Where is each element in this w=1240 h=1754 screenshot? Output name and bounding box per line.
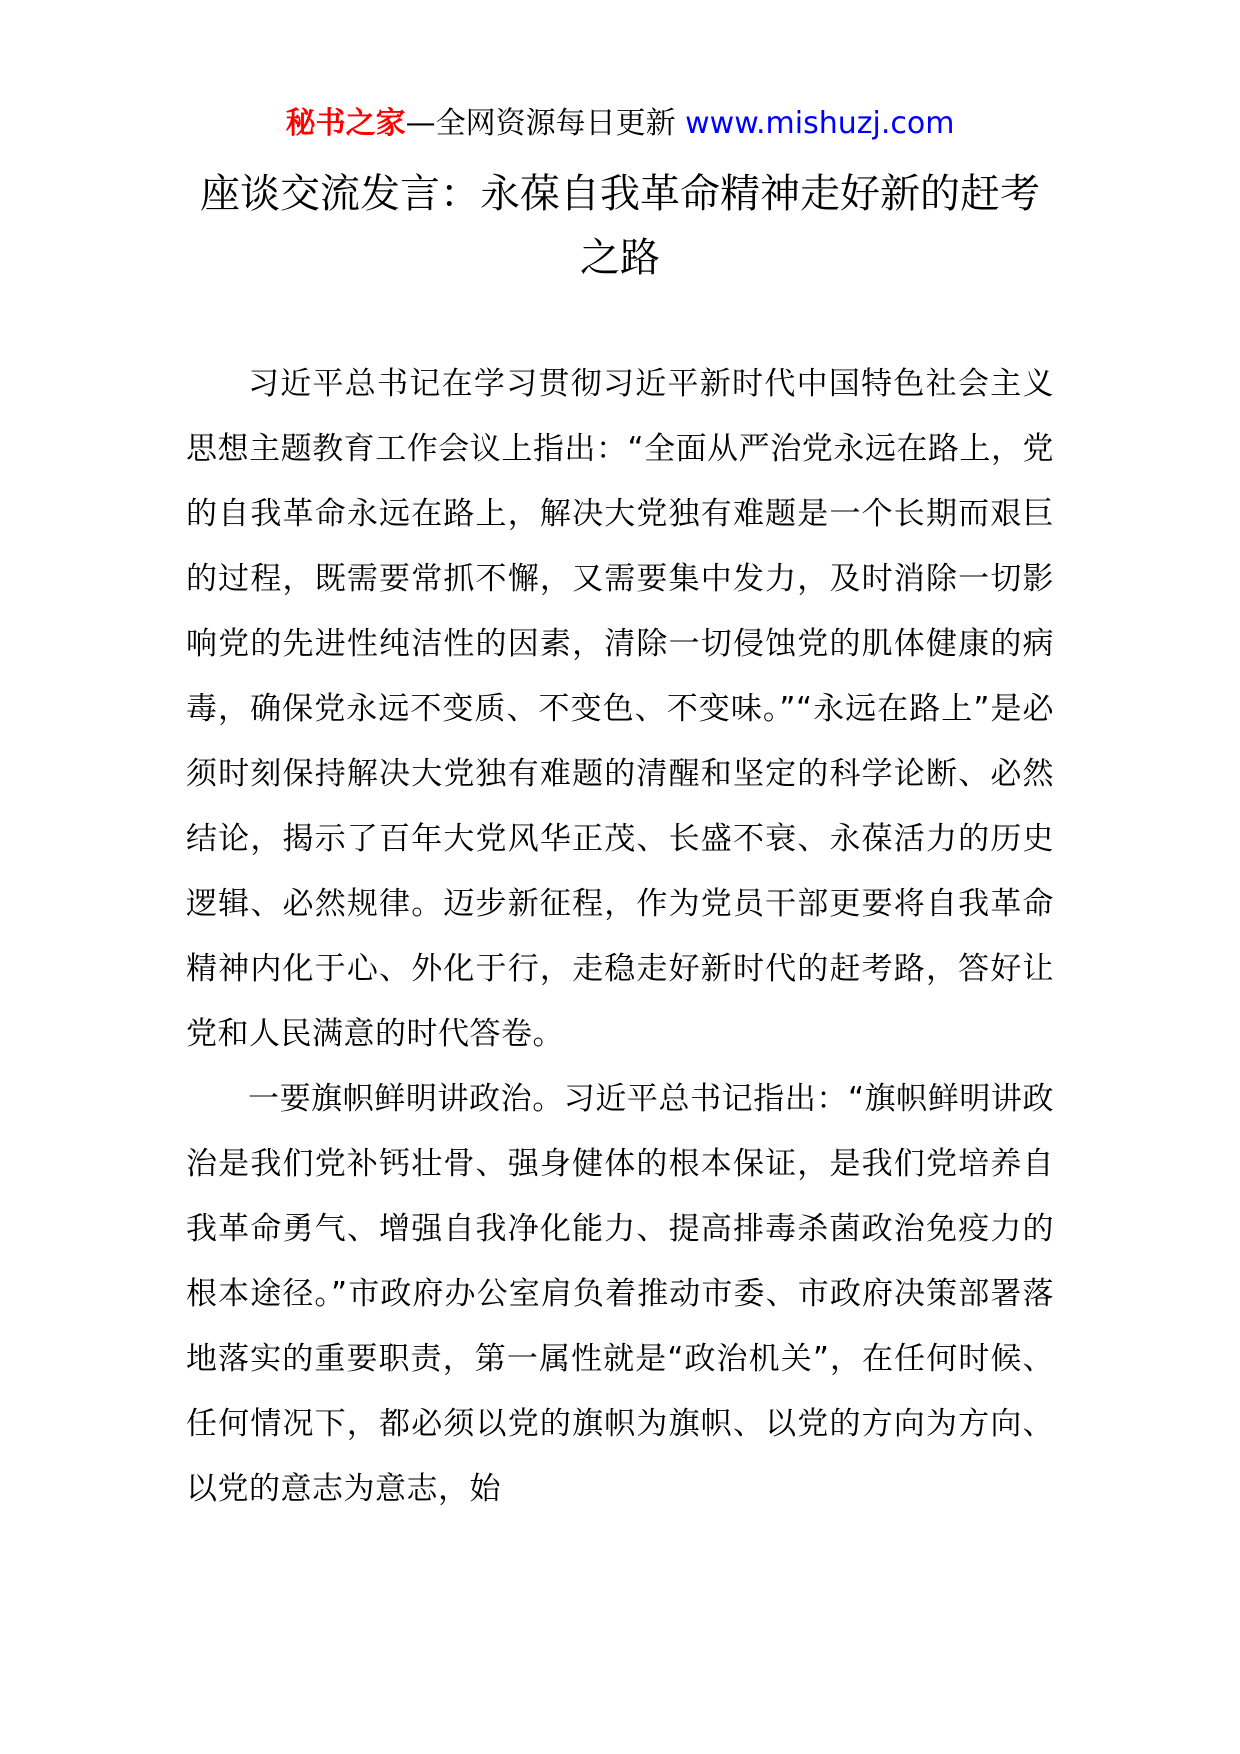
site-url-link[interactable]: www.mishuzj.com xyxy=(685,106,955,141)
paragraph-intro: 习近平总书记在学习贯彻习近平新时代中国特色社会主义思想主题教育工作会议上指出：“全面从严治党永远在路上，党的自我革命永远在路上，解决大党独有难题是一个长期而艰巨的过程，既需要常抓不懈，又需要集中发力，及时消除一切影响党的先进性纯洁性的因素，清除一切侵蚀党的肌体健康的病毒，确保党永远不变质、不变色、不变味。”“永远在路上”是必须时刻保持解决大党独有难题的清醒和坚定的科学论断、必然结论，揭示了百年大党风华正茂、长盛不衰、永葆活力的历史逻辑、必然规律。迈步新征程，作为党员干部更要将自我革命精神内化于心、外化于行，走稳走好新时代的赶考路，答好让党和人民满意的时代答卷。 xyxy=(186,366,1054,1052)
document-body xyxy=(186,352,1054,1522)
document-title: 座谈交流发言：永葆自我革命精神走好新的赶考之路 xyxy=(200,171,1040,281)
paragraph-point-one: 一要旗帜鲜明讲政治。习近平总书记指出：“旗帜鲜明讲政治是我们党补钙壮骨、强身健体的根本保证，是我们党培养自我革命勇气、增强自我净化能力、提高排毒杀菌政治免疫力的根本途径。”市政府办公室肩负着推动市委、市政府决策部署落地落实的重要职责，第一属性就是“政治机关”，在任何时候、任何情况下，都必须以党的旗帜为旗帜、以党的方向为方向、以党的意志为意志，始 xyxy=(186,1081,1054,1507)
site-brand: 秘书之家 xyxy=(285,106,406,141)
site-header xyxy=(0,100,1240,148)
site-tagline: —全网资源每日更新 xyxy=(405,106,686,141)
